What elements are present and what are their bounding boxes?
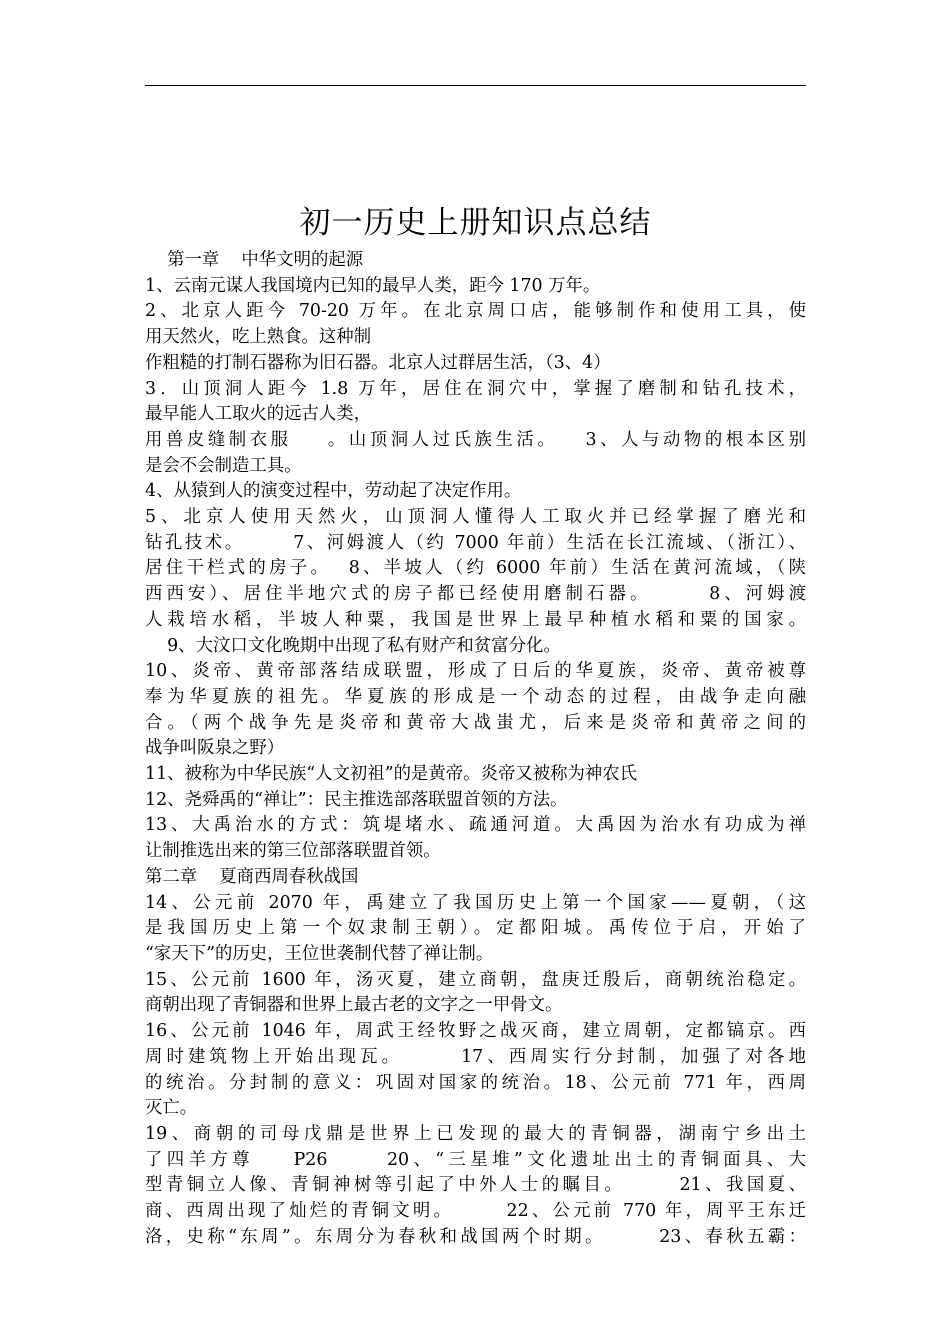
text-line: 型青铜立人像、青铜神树等引起了中外人士的瞩目。 21、我国夏、	[145, 1175, 806, 1196]
document-title: 初一历史上册知识点总结	[299, 205, 652, 241]
header-rule	[145, 85, 806, 86]
text-line: 1、云南元谋人我国境内已知的最早人类，距今 170 万年。	[145, 275, 601, 296]
text-line: 是我国历史上第一个奴隶制王朝）。定都阳城。禹传位于启，开始了	[145, 918, 806, 939]
text-line: 让制推选出来的第三位部落联盟首领。	[145, 841, 441, 862]
text-line: 5、北京人使用天然火，山顶洞人懂得人工取火并已经掌握了磨光和	[145, 507, 806, 528]
text-line: 用兽皮缝制衣服 。山顶洞人过氏族生活。 3、人与动物的根本区别	[145, 429, 806, 450]
text-line: 商朝出现了青铜器和世界上最古老的文字之一甲骨文。	[145, 995, 563, 1016]
text-line: 16、公元前 1046 年，周武王经牧野之战灭商，建立周朝，定都镐京。西	[145, 1021, 806, 1042]
text-line: 商、西周出现了灿烂的青铜文明。 22、公元前 770 年，周平王东迁	[145, 1201, 806, 1222]
text-line: 第一章 中华文明的起源	[145, 250, 364, 270]
text-line: 14、公元前 2070 年，禹建立了我国历史上第一个国家——夏朝，（这	[145, 892, 806, 913]
text-line: 战争叫阪泉之野）	[145, 738, 285, 759]
text-line: 奉为华夏族的祖先。华夏族的形成是一个动态的过程，由战争走向融	[145, 686, 806, 707]
text-line: 用天然火，吃上熟食。这种制	[145, 327, 372, 348]
text-line: 灭亡。	[145, 1098, 198, 1119]
text-line: 2、北京人距今 70-20 万年。在北京周口店，能够制作和使用工具，使	[145, 301, 806, 322]
text-line: 洛，史称“东周”。东周分为春秋和战国两个时期。 23、春秋五霸：	[145, 1226, 806, 1247]
text-line: 最早能人工取火的远古人类，	[145, 404, 372, 425]
text-line: 居住干栏式的房子。 8、半坡人（约 6000 年前）生活在黄河流域，（陕	[145, 558, 806, 579]
text-line: 第二章 夏商西周春秋战国	[145, 866, 359, 887]
text-line: 合。（两个战争先是炎帝和黄帝大战蚩尤，后来是炎帝和黄帝之间的	[145, 712, 806, 733]
text-line: 12、尧舜禹的“禅让”：民主推选部落联盟首领的方法。	[145, 789, 568, 810]
text-line: 钻孔技术。 7、河姆渡人（约 7000 年前）生活在长江流域、（浙江）、	[145, 532, 806, 553]
text-line: 了四羊方尊 P26 20、“三星堆”文化遗址出土的青铜面具、大	[145, 1149, 806, 1170]
text-line: 周时建筑物上开始出现瓦。 17、西周实行分封制，加强了对各地	[145, 1046, 806, 1067]
document-body	[145, 248, 806, 1250]
text-line: “家天下”的历史，王位世袭制代替了禅让制。	[145, 943, 494, 964]
text-line: 13、大禹治水的方式：筑堤堵水、疏通河道。大禹因为治水有功成为禅	[145, 815, 806, 836]
text-line: 10、炎帝、黄帝部落结成联盟，形成了日后的华夏族，炎帝、黄帝被尊	[145, 661, 806, 682]
text-line: 是会不会制造工具。	[145, 455, 302, 476]
text-line: 3．山顶洞人距今 1.8 万年，居住在洞穴中，掌握了磨制和钻孔技术，	[145, 378, 806, 399]
text-line: 人栽培水稻，半坡人种粟，我国是世界上最早种植水稻和粟的国家。	[145, 609, 806, 630]
text-line: 9、大汶口文化晚期中出现了私有财产和贫富分化。	[145, 635, 561, 656]
text-line: 15、公元前 1600 年，汤灭夏，建立商朝，盘庚迁殷后，商朝统治稳定。	[145, 969, 806, 990]
text-line: 作粗糙的打制石器称为旧石器。北京人过群居生活，（3、4）	[145, 352, 611, 373]
text-line: 19、商朝的司母戊鼎是世界上已发现的最大的青铜器，湖南宁乡出土	[145, 1123, 806, 1144]
text-line: 4、从猿到人的演变过程中，劳动起了决定作用。	[145, 481, 522, 502]
text-line: 11、被称为中华民族“人文初祖”的是黄帝。炎帝又被称为神农氏	[145, 764, 638, 785]
text-line: 西西安）、居住半地穴式的房子都已经使用磨制石器。 8、河姆渡	[145, 584, 806, 605]
text-line: 的统治。分封制的意义：巩固对国家的统治。18、公元前 771 年，西周	[145, 1072, 806, 1093]
